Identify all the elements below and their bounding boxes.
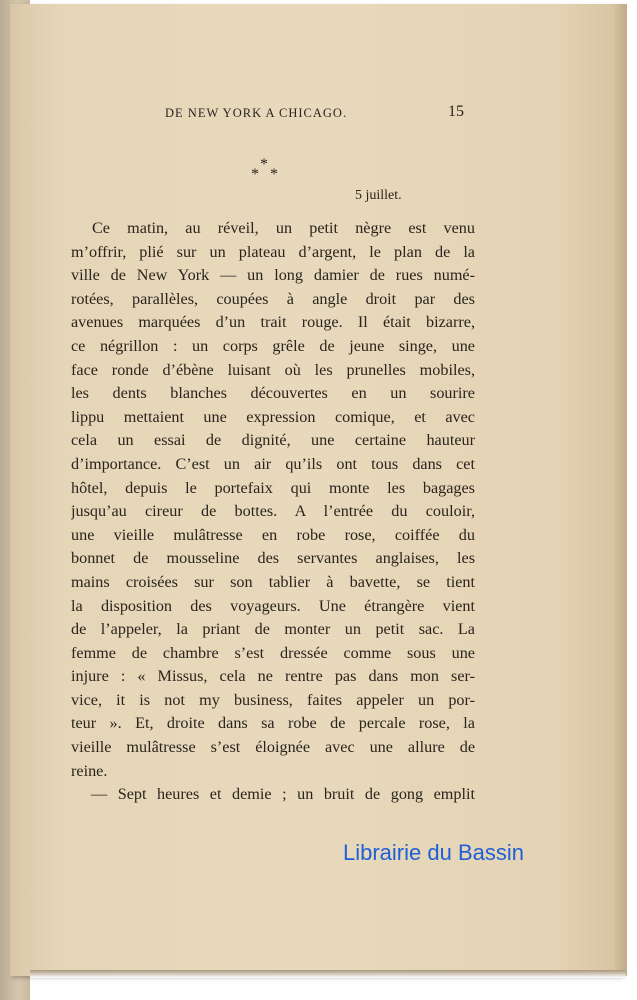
text-line: lippu mettaient une expression comique, et avec xyxy=(71,407,475,426)
text-line: femme de chambre s’est dressée comme sous une xyxy=(71,643,475,662)
header-title: DE NEW YORK A CHICAGO. xyxy=(165,106,348,120)
text-line: mains croisées sur son tablier à bavette, se tient xyxy=(71,572,475,591)
text-line: jusqu’au cireur de bottes. A l’entrée du couloir, xyxy=(71,502,475,521)
text-line: vieille mulâtresse s’est éloignée avec une allure de xyxy=(71,738,475,757)
page-bottom-shadow xyxy=(30,970,626,978)
text-line: vice, it is not my business, faites appeler un por- xyxy=(71,690,475,709)
page-edge xyxy=(615,4,627,976)
text-line: de l’appeler, la priant de monter un petit sac. La xyxy=(71,620,475,639)
text-line: d’importance. C’est un air qu’ils ont tous dans cet xyxy=(71,454,475,473)
text-line: reine. xyxy=(71,761,108,780)
text-line: bonnet de mousseline des servantes anglaises, les xyxy=(71,549,475,568)
text-line: cela un essai de dignité, une certaine hauteur xyxy=(71,431,475,450)
text-line: — Sept heures et demie ; un bruit de gong emplit xyxy=(91,785,475,804)
asterism-star-left: * xyxy=(251,166,259,183)
text-line: une vieille mulâtresse en robe rose, coiffée du xyxy=(71,525,475,544)
text-line: avenues marquées d’un trait rouge. Il était bizarre, xyxy=(71,313,475,332)
page-number: 15 xyxy=(448,103,464,120)
watermark: Librairie du Bassin xyxy=(343,840,524,865)
body-text xyxy=(71,217,475,807)
entry-date: 5 juillet. xyxy=(355,188,402,203)
text-line: injure : « Missus, cela ne rentre pas dans mon ser- xyxy=(71,667,475,686)
text-line: la disposition des voyageurs. Une étrangère vient xyxy=(71,596,475,615)
asterism-star-right: * xyxy=(270,166,278,183)
text-line: hôtel, depuis le portefaix qui monte les bagages xyxy=(71,478,475,497)
text-line: teur ». Et, droite dans sa robe de percale rose, la xyxy=(71,714,475,733)
text-line: ville de New York — un long damier de rues numé- xyxy=(71,266,475,285)
text-line: m’offrir, plié sur un plateau d’argent, le plan de la xyxy=(71,242,475,261)
text-line: rotées, parallèles, coupées à angle droit par des xyxy=(71,289,475,308)
text-line: ce négrillon : un corps grêle de jeune singe, une xyxy=(71,336,475,355)
text-line: face ronde d’ébène luisant où les prunelles mobiles, xyxy=(71,360,475,379)
text-line: les dents blanches découvertes en un sourire xyxy=(71,384,475,403)
text-line: Ce matin, au réveil, un petit nègre est venu xyxy=(92,219,475,237)
asterism-star-top: * xyxy=(260,156,268,173)
asterism xyxy=(248,156,284,184)
